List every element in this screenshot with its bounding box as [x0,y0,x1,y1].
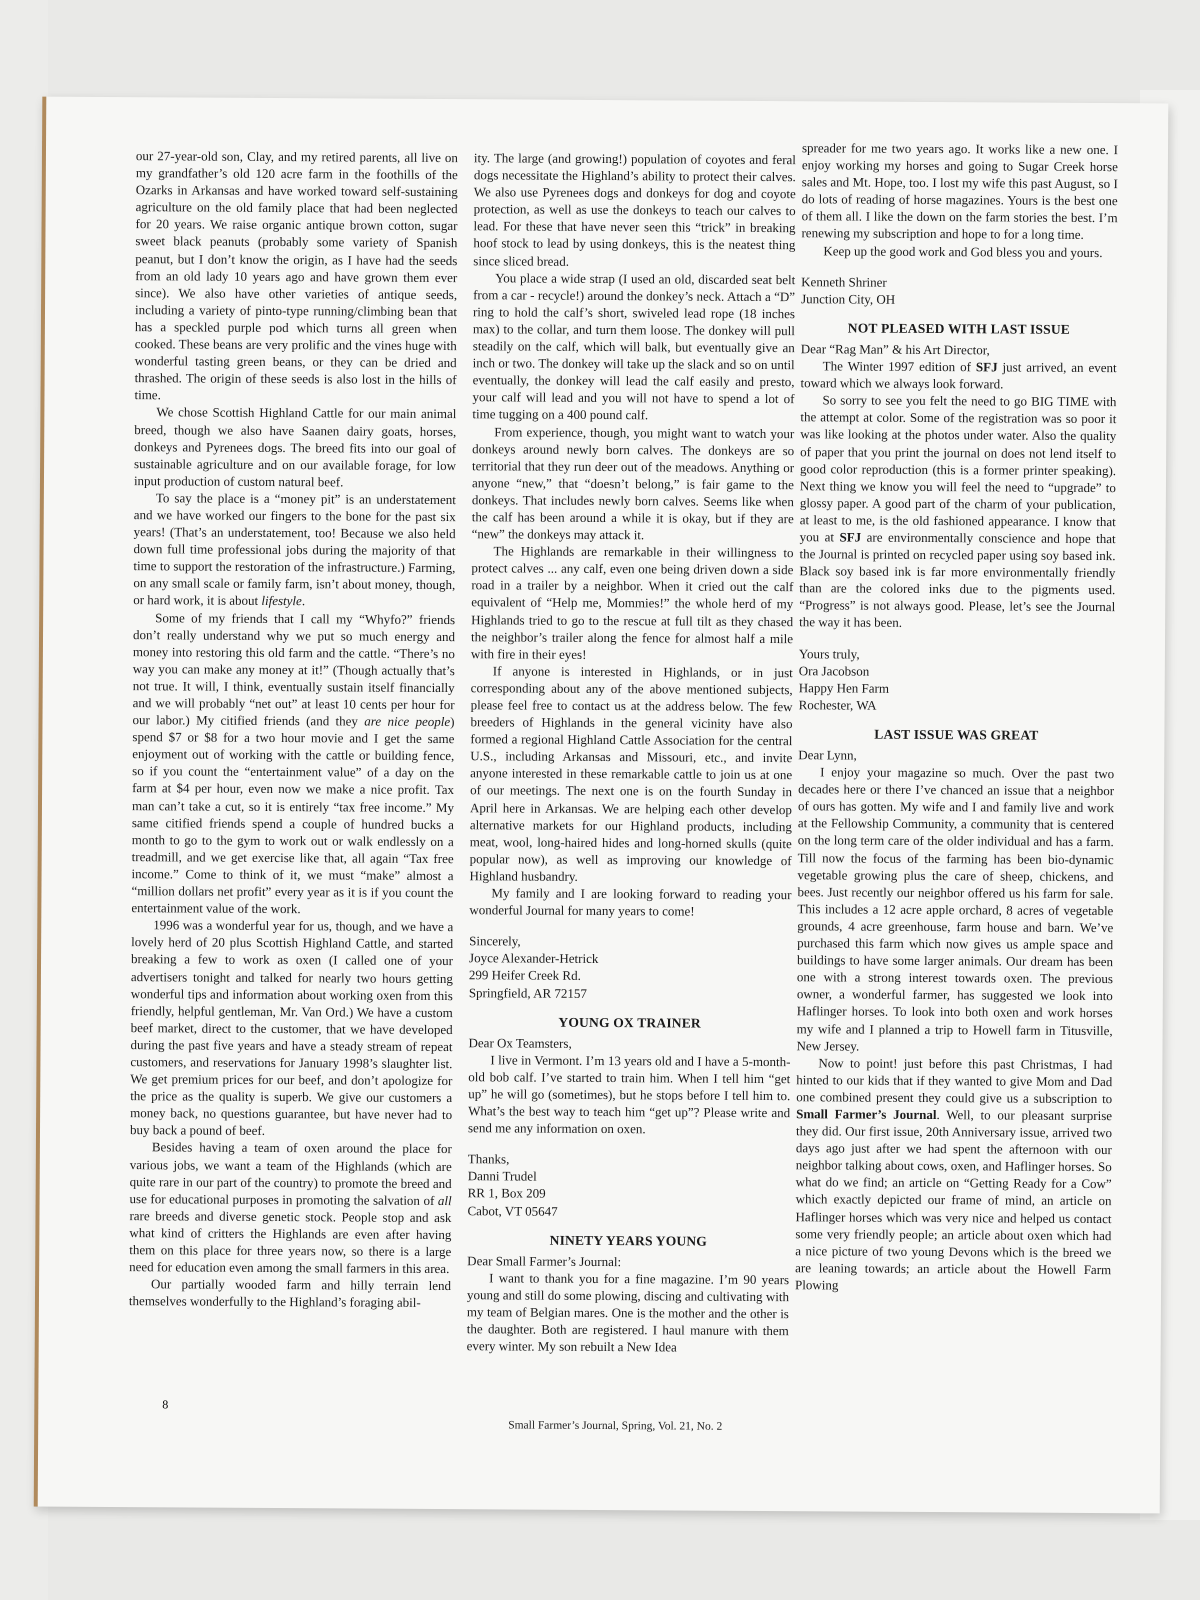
letter-heading: YOUNG OX TRAINER [558,1014,701,1031]
salutation: Dear “Rag Man” & his Art Director, [800,341,990,358]
paragraph [795,1054,1112,1295]
paragraph-text: So sorry to see you felt the need to go BIG TIME with the attempt at color. Some of the registration was so poor it was like looking at the photos under water. Also the quality of paper that you print the journal on does not lend itself to good color reproduction (this is a former printer speaking). Next thing we know you will feel the need to “upgrade” to glossy paper. A good part of the charm of your publication, at least to me, is the old fashioned appearance. I know that you at [799,392,1117,545]
paragraph: 1996 was a wonderful year for us, though, and we have a lovely herd of 20 plus Scottish Highland Cattle, and started breaking a few to work as oxen (I called one of your advertisers tonight and talked for nearly two hours getting wonderful tips and information about working oxen from this friendly, helpful gentleman, Mr. Van Ord.) We have a custom beef market, direct to the customer, that we have developed during the past five years and have a steady stream of repeat customers, and reservations for January 1998’s slaughter list. We get premium prices for our beef, and don’t apologize for the price as the quality is superb. We give our customers a money back, no questions guarantee, but have never had to buy back a pound of beef. [129,917,454,1139]
sfj-abbrev: SFJ [975,359,998,375]
page-number: 8 [162,1397,169,1412]
signature-block [799,645,1115,715]
paragraph: If anyone is interested in Highlands, or in just corresponding about any of the above mentioned subjects, please feel free to contact us at the address below. The few breeders of Highlands in the general vicinity have also formed a regional Highland Cattle Association for the central U.S., including Arkansas and Missouri, etc., and invite anyone interested in these remarkable cattle to join us at one of our meetings. The next one is on the fourth Sunday in April here in Arkansas. We are helping each other develop alternative markets for our Highland products, including meat, wool, long-haired hides and long-horned skulls (quite popular now), as well as improving our knowledge of Highland husbandry. [469,663,793,884]
signature-line: Springfield, AR 72157 [468,984,587,1001]
paragraph: The Highlands are remarkable in their willingness to protect calves ... any calf, even one being driven down a side road in a trailer by a neighbor. When it cried out the calf equivalent of “Help me, Mommies!” the whole herd of my Highlands tried to go to the rescue at full tilt as they chased the neighbor’s trailer along the fence for almost half a mile with fire in their eyes! [470,543,794,662]
signature-block [469,932,791,1002]
signature-block [467,1150,789,1220]
paragraph-text: To say the place is a “money pit” is an understatement and we have worked our fingers to the bone for the past six years! (That’s an understatement, too! Because we also held down full time professional jobs during the majority of that time to support the restoration of the infrastructure.) Farming, on any small scale or family farm, isn’t about money, though, or hard work, it is about [133,490,456,609]
magazine-page [34,97,1169,1514]
paragraph-text: Besides having a team of oxen around the place for various jobs, we want a team of the Highlands (which are quite rare in our part of the country) to promote the breed and use for educational purposes in promoting the salvation of [129,1139,452,1208]
paragraph: Our partially wooded farm and hilly terrain lend themselves wonderfully to the Highland’s foraging abil- [128,1276,452,1311]
paragraph: ity. The large (and growing!) population of coyotes and feral dogs necessitate the Highland’s ability to protect their calves. We also use Pyrenees dogs and donkeys for dog and coyote protection, as well as use the donkeys to teach our calves to lead. For these that have never seen this “trick” in breaking hoof stock to lead by using donkeys, this is the neatest thing since sliced bread. [473,150,796,269]
signature-line: Danni Trudel [467,1168,537,1184]
paragraph: From experience, though, you might want to watch your donkeys around newly born calves. The donkeys are so territorial that they run deer out of the meadows. Anything or anyone “new,” that “doesn’t belong,” is fair game to the donkeys. That includes newly born calves. Seems like when the calf has been around a while it is okay, but if they are “new” the donkeys may attack it. [471,423,795,543]
salutation: Dear Ox Teamsters, [468,1034,572,1051]
paragraph-text: are environmentally conscience and hope that the Journal is printed on recycled paper using soy based ink. Black soy based ink is far more environmentally friendly than are the colored inks due to the pigments used. “Progress” is not always good. Please, let’s see the Journal the way it has been. [799,529,1116,631]
signature-line: Cabot, VT 05647 [467,1202,558,1219]
salutation: Dear Small Farmer’s Journal: [467,1252,622,1269]
emphasis: all [437,1192,452,1208]
signature-line: Junction City, OH [801,290,896,307]
signature-line: Rochester, WA [798,697,877,713]
salutation: Dear Lynn, [798,747,857,763]
letter-heading: LAST ISSUE WAS GREAT [874,726,1039,743]
footer-citation: Small Farmer’s Journal, Spring, Vol. 21, No. 2 [508,1419,723,1433]
signature-line: Sincerely, [469,933,521,949]
letter-heading: NINETY YEARS YOUNG [549,1232,708,1249]
sfj-abbrev: SFJ [839,529,862,545]
paragraph [131,609,455,919]
emphasis: lifestyle [261,593,302,609]
paragraph [129,1139,452,1278]
paragraph: I want to thank you for a fine magazine. I’m 90 years young and still do some plowing, discing and cultivating with my team of Belgian mares. One is the mother and the other is the daughter. Both are registered. I haul manure with them every winter. My son rebuilt a New Idea [466,1270,790,1355]
emphasis: are nice people [364,713,451,730]
paragraph-text: Now to point! just before this past Christmas, I had hinted to our kids that if they wanted to give Mom and Dad one combined present they could give us a subscription to [796,1055,1113,1107]
letter-heading: NOT PLEASED WITH LAST ISSUE [847,320,1071,337]
paragraph: We chose Scottish Highland Cattle for our main animal breed, though we also have Saanen dairy goats, horses, donkeys and Pyrenees dogs. The breed fits into our goal of sustainable agriculture and on our available forage, for low input production of custom natural beef. [133,404,457,490]
paragraph-text: Some of my friends that I call my “Whyfo?” friends don’t really understand why we put so much energy and money into restoring this old farm and the cattle. “There’s no way you can make any money at it!” (Though actually that’s not true. It will, I think, eventually sustain itself financially and we will probably “net out” at least 10 cents per hour for our labor.) My citified friends (and they [132,609,456,729]
paragraph: My family and I are looking forward to reading your wonderful Journal for many years to come! [469,885,792,919]
signature-line: Happy Hen Farm [798,679,890,696]
column-2 [467,149,796,1356]
paragraph-text: . Well, to our pleasant surprise they did. Our first issue, 20th Anniversary issue, arrived two days ago just after we had spent the afternoon with our neighbor talking about cows, oxen, and Haflinger horses. So what do we find; an article on “Getting Ready for a Cow” which exactly depicted our frame of mind, an article on Haflinger horses which was very nice and helped us contact some very friendly people; an article about oxen which had a nice picture of two young Devons which is the breed we are leaning towards; an article about the Howell Farm Plowing [795,1107,1113,1293]
signature-line: Kenneth Shriner [801,273,887,290]
paragraph: spreader for me two years ago. It works like a new one. I enjoy working my horses and going to Sugar Creek horse sales and Mt. Hope, too. I lost my wife this past August, so I do lots of reading of horse magazines. Yours is the best one of them all. I like the down on the farm stories the best. I’m renewing my subscription and hope to for a long time. [801,140,1119,243]
signature-line: RR 1, Box 209 [467,1185,546,1202]
signature-line: Thanks, [467,1151,510,1167]
paragraph-text: The Winter 1997 edition of [822,358,972,375]
paragraph: You place a wide strap (I used an old, discarded seat belt from a car - recycle!) around the donkey’s neck. Attach a “D” ring to hold the calf’s short, swiveled lead rope (18 inches max) to the collar, and turn them loose. The donkey will pull steadily on the calf, which will balk, but eventually give an inch or two. The donkey will take up the slack and so on until eventually, the donkey will lead the calf easily and presto, your calf will lead and you will not have to spend a lot of time tugging on a 400 pound calf. [472,270,796,423]
journal-title: Small Farmer’s Journal [796,1106,937,1123]
column-1 [129,147,458,1311]
paragraph-text: just arrived, an event toward which we always look forward. [800,359,1117,392]
paragraph [799,391,1116,632]
signature-block [801,273,1117,309]
paragraph-text: rare breeds and diverse genetic stock. People stop and ask what kind of critters the Highlands are even after having them on this place for three years now, so there is a large need for education even among the small farmers in this area. [129,1207,452,1277]
signature-line: Yours truly, [798,645,860,662]
paragraph: To say the place is a “money pit” is an understatement and we have worked our fingers to the bone for the past six years! (That’s an understatement, too! Because we also held down full time professional jobs during the majority of that time to support the restoration of the infrastructure.) Farming, on any small scale or family farm, isn’t about money, though, or hard work, it is about lifestyle. [133,490,456,609]
signature-line: 299 Heifer Creek Rd. [468,967,581,984]
paragraph-text: ) spend $7 or $8 for a two hour movie and I get the same enjoyment out of working with the cattle or building fence, so if you count the “entertainment value” of a day on the farm at $4 per hour, even now we make a nice profit. Tax man can’t take a cut, so it is entirely “tax free income.” My same citified friends spend a couple of hundred bucks a month to go to the gym to work out or walk endlessly on a treadmill, and we get exercise like that, all again “Tax free income.” Come to think of it, we must “make” almost a “million dollars net profit” every year as it is if you count the entertainment value of the work. [131,714,455,917]
signature-line: Ora Jacobson [798,662,870,679]
column-3 [795,139,1118,1295]
paragraph: Keep up the good work and God bless you and yours. [823,242,1103,260]
paragraph: I enjoy your magazine so much. Over the past two decades here or there I’ve chanced an issue that a neighbor of ours has gotten. My wife and I and family live and work at the Fellowship Community, a community that is centered on the long term care of the older individual and has a farm. Till now the focus of the farming has been bio-dynamic vegetable growing plus the care of sheep, chickens, and bees. Just recently our neighbor offered us his farm for sale. This includes a 12 acre apple orchard, 8 acres of vegetable grounds, 4 acre greenhouse, farm house and barn. We’ve purchased this farm which now gives us ample space and buildings to have some larger animals. Our dream has been one with a strong interest towards oxen. The previous owner, a wonderful farmer, has suggested we look into Haflinger horses. To look into both oxen and work horses my wife and I planned a trip to Howell farm in Titusville, New Jersey. [796,764,1115,1054]
paragraph [801,357,1117,393]
paragraph: our 27-year-old son, Clay, and my retired parents, all live on my grandfather’s old 120 acre farm in the foothills of the Ozarks in Arkansas and have worked toward self-sustaining agriculture on the old family place that had been neglected for 20 years. We raise organic antique brown cotton, sugar sweet black peanuts (probably some variety of Spanish peanut, but I don’t know the origin, as I have had the seeds from an old lady 10 years ago and have grown them ever since). We also have other varieties of antique seeds, including a variety of pinto-type running/climbing bean that has a speckled purple pod which turns all green when cooked. These beans are very prolific and the vines huge with wonderful tasting green beans, or they can be dried and thrashed. The origin of these seeds is also lost in the hills of time. [134,148,458,403]
signature-line: Joyce Alexander-Hetrick [469,950,599,967]
paragraph: I live in Vermont. I’m 13 years old and I have a 5-month-old bob calf. I’ve started to train him. When I tell him “get up” he will go (sometimes), but he stops before I tell him to. What’s the best way to teach him “get up”? Please write and send me any information on oxen. [467,1052,791,1137]
